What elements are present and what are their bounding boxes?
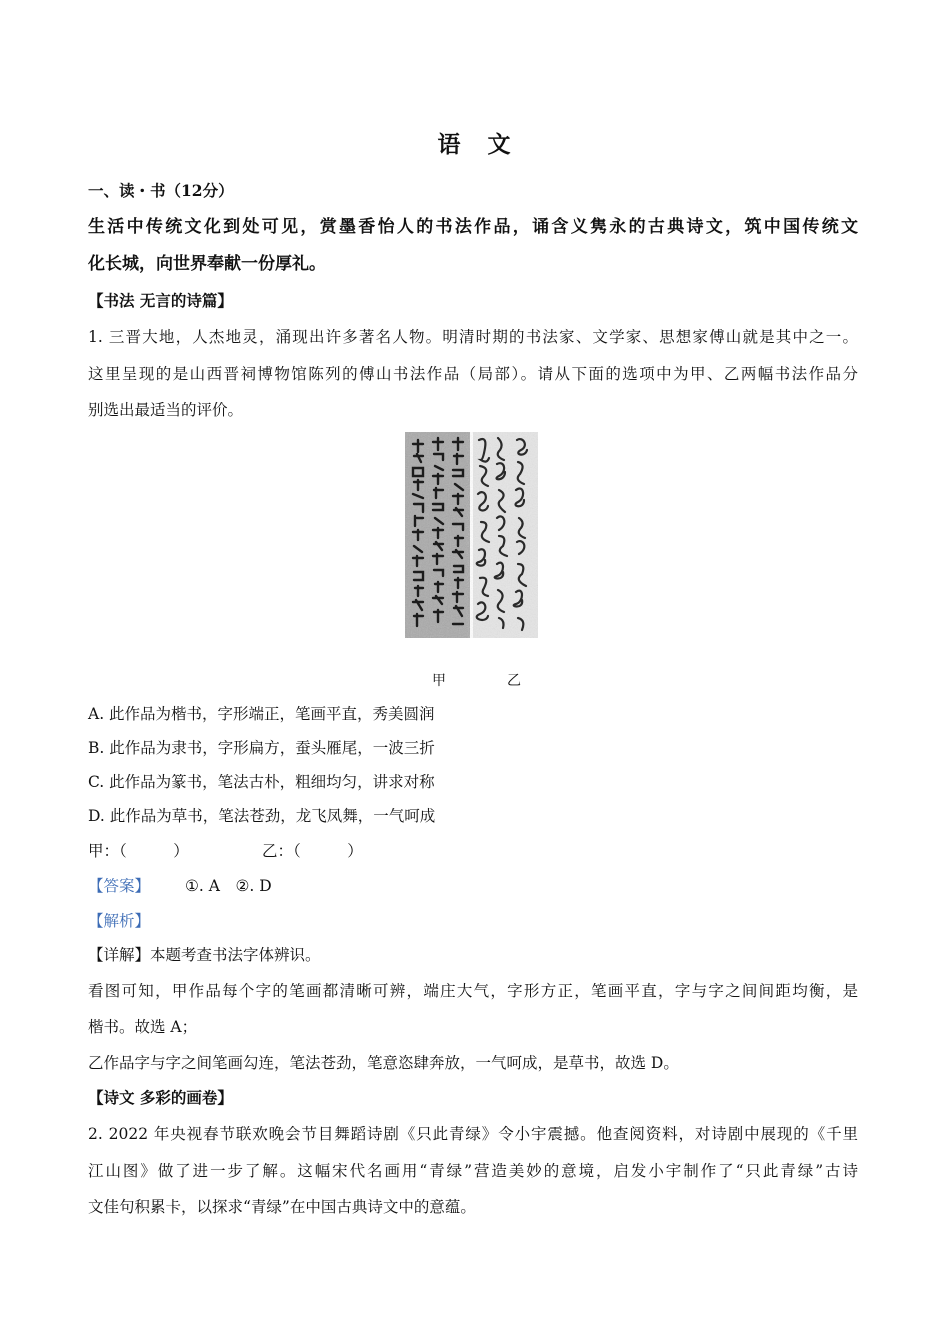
answer-blank-yi: 乙：（ ）: [262, 842, 363, 860]
image-caption-jia: 甲: [432, 673, 446, 689]
calligraphy-panel-jia: [405, 432, 470, 638]
answer-value: ①. A ②. D: [185, 877, 272, 895]
question-2-line-2: 江山图》做了进一步了解。这幅宋代名画用“青绿”营造美妙的意境，启发小宇制作了“只此青绿”古诗: [88, 1162, 858, 1180]
section-intro-line-1: 生活中传统文化到处可见，赏墨香怡人的书法作品，诵含义隽永的古典诗文，筑中国传统文: [88, 217, 858, 237]
section-heading: 一、读・书（12分）: [88, 181, 234, 200]
option-a: A. 此作品为楷书，字形端正，笔画平直，秀美圆润: [88, 705, 435, 723]
explanation-line-2: 楷书。故选 A；: [88, 1018, 198, 1036]
option-b: B. 此作品为隶书，字形扁方，蚕头雁尾，一波三折: [88, 739, 435, 757]
explanation-line-3: 乙作品字与字之间笔画勾连，笔法苍劲，笔意恣肆奔放，一气呵成，是草书，故选 D。: [88, 1054, 679, 1072]
detail-line: 【详解】本题考查书法字体辨识。: [88, 946, 321, 964]
question-1-line-1: 1. 三晋大地，人杰地灵，涌现出许多著名人物。明清时期的书法家、文学家、思想家傅山就是其中之一。: [88, 328, 858, 346]
explanation-line-1: 看图可知，甲作品每个字的笔画都清晰可辨，端庄大气，字形方正，笔画平直，字与字之间间距均衡，是: [88, 982, 858, 1000]
image-caption-yi: 乙: [507, 673, 521, 689]
question-2-line-1: 2. 2022 年央视春节联欢晚会节目舞蹈诗剧《只此青绿》令小宇震撼。他查阅资料，对诗剧中展现的《千里: [88, 1125, 858, 1143]
calligraphy-heading: 【书法 无言的诗篇】: [88, 291, 233, 310]
question-1-line-3: 别选出最适当的评价。: [88, 401, 244, 419]
section-intro-line-2: 化长城，向世界奉献一份厚礼。: [88, 254, 326, 274]
question-2-line-3: 文佳句积累卡，以探求“青绿”在中国古典诗文中的意蕴。: [88, 1198, 476, 1216]
page-title: 语 文: [437, 131, 513, 158]
poetry-heading: 【诗文 多彩的画卷】: [88, 1088, 233, 1107]
question-1-line-2: 这里呈现的是山西晋祠博物馆陈列的傅山书法作品（局部）。请从下面的选项中为甲、乙两幅书法作品分: [88, 365, 858, 383]
answer-label: 【答案】: [88, 877, 151, 895]
answer-blank-jia: 甲：（ ）: [88, 842, 189, 860]
option-d: D. 此作品为草书，笔法苍劲，龙飞凤舞，一气呵成: [88, 807, 436, 825]
calligraphy-image: [405, 432, 538, 638]
calligraphy-panel-yi: [473, 432, 538, 638]
option-c: C. 此作品为篆书，笔法古朴，粗细均匀，讲求对称: [88, 773, 435, 791]
analysis-label: 【解析】: [88, 912, 151, 930]
